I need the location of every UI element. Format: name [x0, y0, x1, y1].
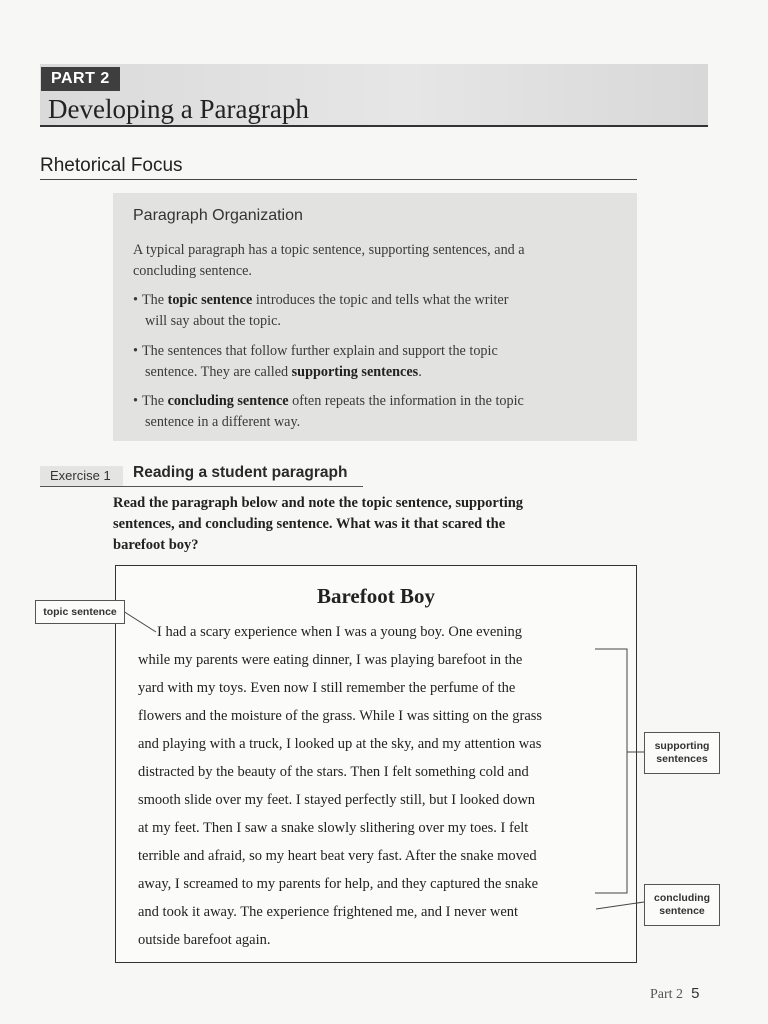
paragraph-line: and took it away. The experience frightened me, and I never went [138, 904, 519, 920]
paragraph-line: I had a scary experience when I was a young boy. One evening [157, 624, 523, 640]
instruction-line: sentences, and concluding sentence. What was it that scared the [113, 516, 506, 532]
exercise-tag: Exercise 1 [40, 466, 123, 487]
page-title: Developing a Paragraph [48, 94, 309, 124]
supporting-bracket [595, 649, 627, 893]
paragraph-line: while my parents were eating dinner, I was playing barefoot in the [138, 652, 523, 668]
topic-leader-line [123, 611, 156, 632]
paragraph-line: flowers and the moisture of the grass. While I was sitting on the grass [138, 708, 543, 724]
instruction-line: Read the paragraph below and note the topic sentence, supporting [113, 495, 524, 511]
paragraph-line: at my feet. Then I saw a snake slowly slithering over my toes. I felt [138, 820, 529, 836]
supporting-sentences-callout [644, 732, 720, 774]
part-tag: PART 2 [41, 67, 120, 91]
callout-label: supporting [654, 740, 710, 752]
bullet-text: The [142, 292, 168, 308]
paragraph-line: distracted by the beauty of the stars. Then I felt something cold and [138, 764, 529, 780]
page-number: 5 [691, 985, 700, 1002]
paragraph-line: smooth slide over my feet. I stayed perfectly still, but I looked down [138, 792, 536, 808]
paragraph-line: away, I screamed to my parents for help, and they captured the snake [138, 876, 539, 892]
paragraph-line: and playing with a truck, I looked up at the sky, and my attention was [138, 736, 542, 752]
bullet-icon: • [133, 292, 138, 308]
paragraph-title: Barefoot Boy [316, 584, 435, 608]
bullet-text: . [418, 364, 422, 380]
bullet-bold-term: topic sentence [167, 292, 253, 308]
bullet-icon: • [133, 343, 138, 359]
bullet-text: will say about the topic. [145, 313, 281, 329]
section-title: Rhetorical Focus [40, 155, 183, 176]
paragraph-line: yard with my toys. Even now I still remember the perfume of the [138, 680, 516, 696]
intro-line: A typical paragraph has a topic sentence, supporting sentences, and a [133, 242, 525, 258]
callout-label: sentence [659, 905, 705, 917]
bullet-bold-term: supporting sentences [291, 364, 419, 380]
footer-label: Part 2 [650, 987, 684, 1002]
paragraph-line: outside barefoot again. [138, 932, 271, 948]
bullet-text: sentence. They are called [145, 364, 292, 380]
topic-sentence-callout [35, 600, 125, 624]
callout-label: sentences [656, 753, 708, 765]
bullet-icon: • [133, 393, 138, 409]
concluding-sentence-callout [644, 884, 720, 926]
box-heading: Paragraph Organization [133, 207, 303, 224]
bullet-text: often repeats the information in the topic [288, 393, 524, 409]
bullet-text: The [142, 393, 168, 409]
callout-label: concluding [654, 892, 710, 904]
intro-line: concluding sentence. [133, 263, 252, 279]
bullet-text: introduces the topic and tells what the writer [252, 292, 509, 308]
instruction-line: barefoot boy? [113, 537, 199, 553]
page-footer [650, 985, 699, 1003]
bullet-text: The sentences that follow further explain and support the topic [142, 343, 498, 359]
exercise-title: Reading a student paragraph [133, 464, 348, 481]
paragraph-line: terrible and afraid, so my heart beat very fast. After the snake moved [138, 848, 537, 864]
callout-label: topic sentence [43, 606, 117, 618]
bullet-text: sentence in a different way. [145, 414, 301, 430]
bullet-bold-term: concluding sentence [167, 393, 289, 409]
concluding-leader-line [596, 902, 644, 909]
